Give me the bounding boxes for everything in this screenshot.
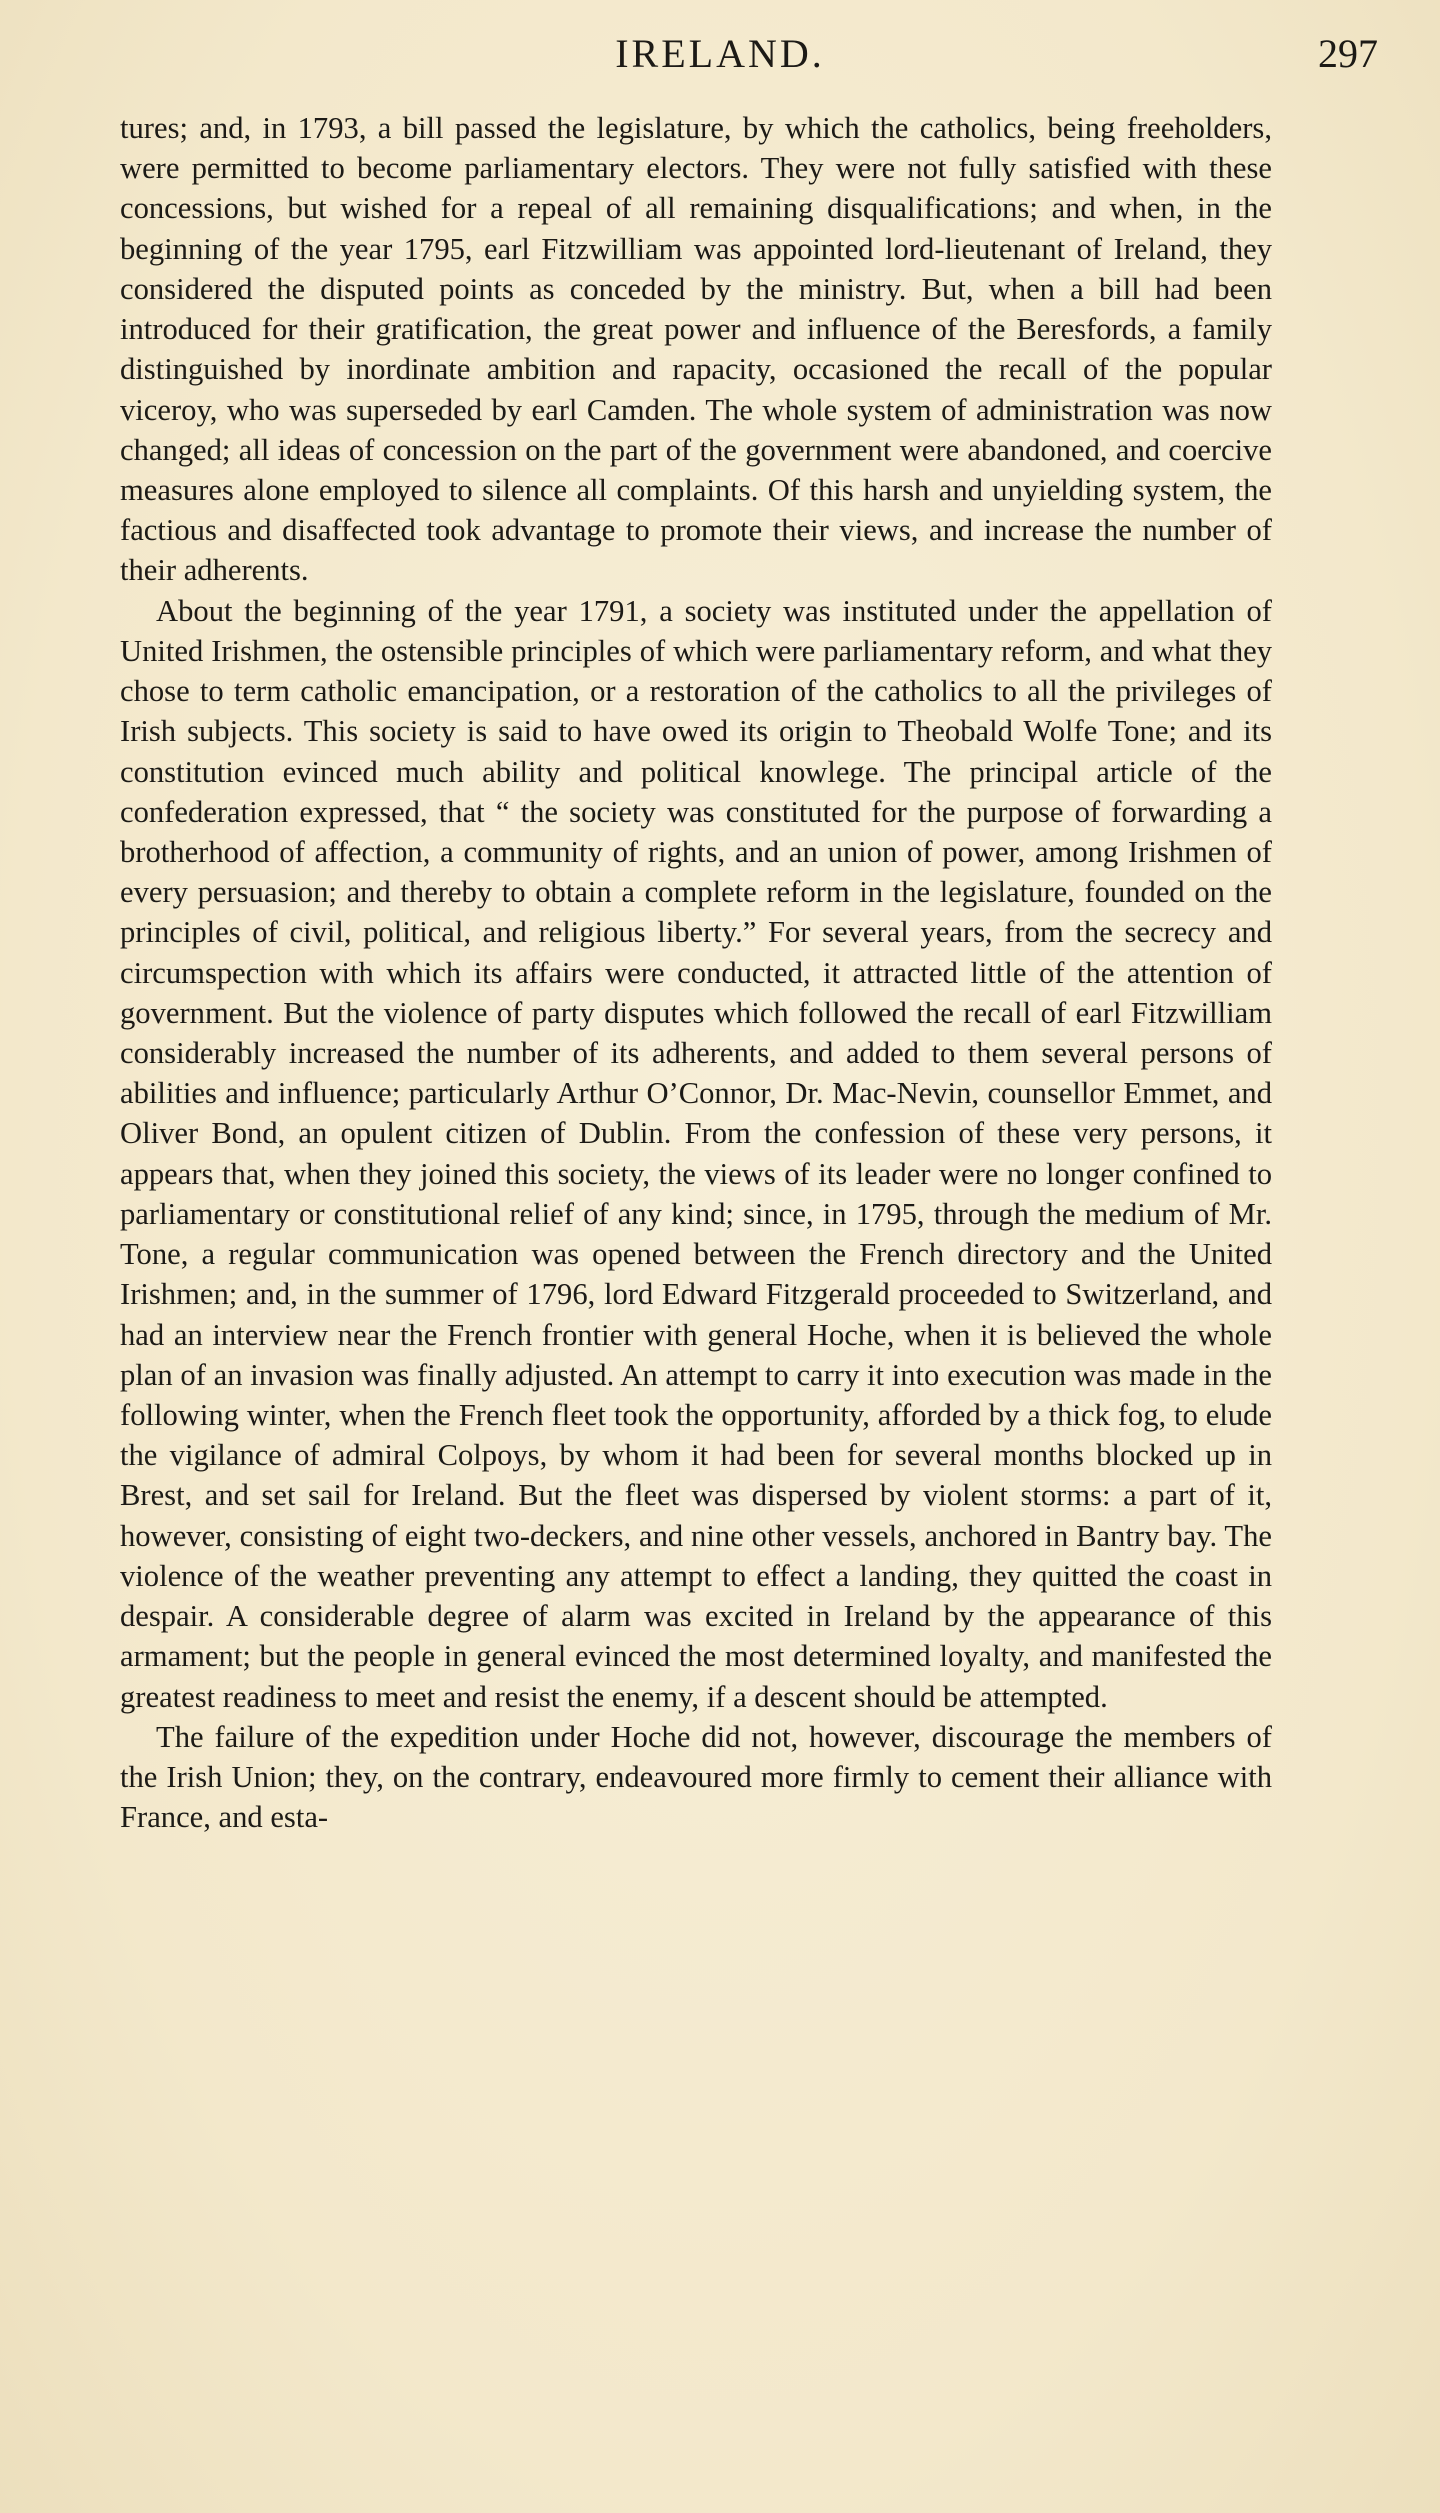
body-text <box>120 108 1272 1837</box>
page-header <box>0 30 1440 90</box>
paragraph-failure-of-expedition: The failure of the expedition under Hoche did not, however, discourage the members of the Irish Union; they, on the contrary, endeavoured more firmly to cement their alliance with France, and esta- <box>120 1719 1272 1835</box>
running-title: IRELAND. <box>615 31 825 76</box>
page-number: 297 <box>1318 31 1378 76</box>
paragraph-united-irishmen: About the beginning of the year 1791, a society was instituted under the appellation of United Irishmen, the ostensible principles of which were parliamentary reform, and what they chose to term catholic emancipation, or a restoration of the catholics to all the privileges of Irish subjects. This society is said to have owed its origin to Theobald Wolfe Tone; and its constitution evinced much ability and political knowlege. The principal article of the confederation expressed, that “ the society was constituted for the purpose of forwarding a brotherhood of affection, a community of rights, and an union of power, among Irishmen of every persuasion; and thereby to obtain a complete reform in the legislature, founded on the principles of civil, political, and religious liberty.” For several years, from the secrecy and circumspection with which its affairs were conducted, it attracted little of the attention of government. But the violence of party disputes which followed the recall of earl Fitzwilliam considerably increased the number of its adherents, and added to them several persons of abilities and influence; particularly Arthur O’Connor, Dr. Mac-Nevin, counsellor Emmet, and Oliver Bond, an opulent citizen of Dublin. From the confession of these very persons, it appears that, when they joined this society, the views of its leader were no longer confined to parliamentary or constitutional relief of any kind; since, in 1795, through the medium of Mr. Tone, a regular communication was opened between the French directory and the United Irishmen; and, in the summer of 1796, lord Edward Fitzgerald proceeded to Switzerland, and had an interview near the French frontier with general Hoche, when it is believed the whole plan of an invasion was finally adjusted. An attempt to carry it into execution was made in the following winter, when the French fleet took the opportunity, afforded by a thick fog, to elude the vigilance of admiral Colpoys, by whom it had been for several months blocked up in Brest, and set sail for Ireland. But the fleet was dispersed by violent storms: a part of it, however, consisting of eight two-deckers, and nine other vessels, anchored in Bantry bay. The violence of the weather preventing any attempt to effect a landing, they quitted the coast in despair. A considerable degree of alarm was excited in Ireland by the appearance of this armament; but the people in general evinced the most determined loyalty, and manifested the greatest readiness to meet and resist the enemy, if a descent should be attempted. <box>120 593 1272 1714</box>
paragraph-continued: tures; and, in 1793, a bill passed the legislature, by which the catholics, being freeholders, were permitted to become parliamentary electors. They were not fully satisfied with these concessions, but wished for a repeal of all remaining disqualifications; and when, in the beginning of the year 1795, earl Fitzwilliam was appointed lord-lieutenant of Ireland, they considered the disputed points as conceded by the ministry. But, when a bill had been introduced for their gratification, the great power and influence of the Beresfords, a family distinguished by inordinate ambition and rapacity, occasioned the recall of the popular viceroy, who was superseded by earl Camden. The whole system of administration was now changed; all ideas of concession on the part of the government were abandoned, and coercive measures alone employed to silence all complaints. Of this harsh and unyielding system, the factious and disaffected took advantage to promote their views, and increase the number of their adherents. <box>120 111 1272 588</box>
